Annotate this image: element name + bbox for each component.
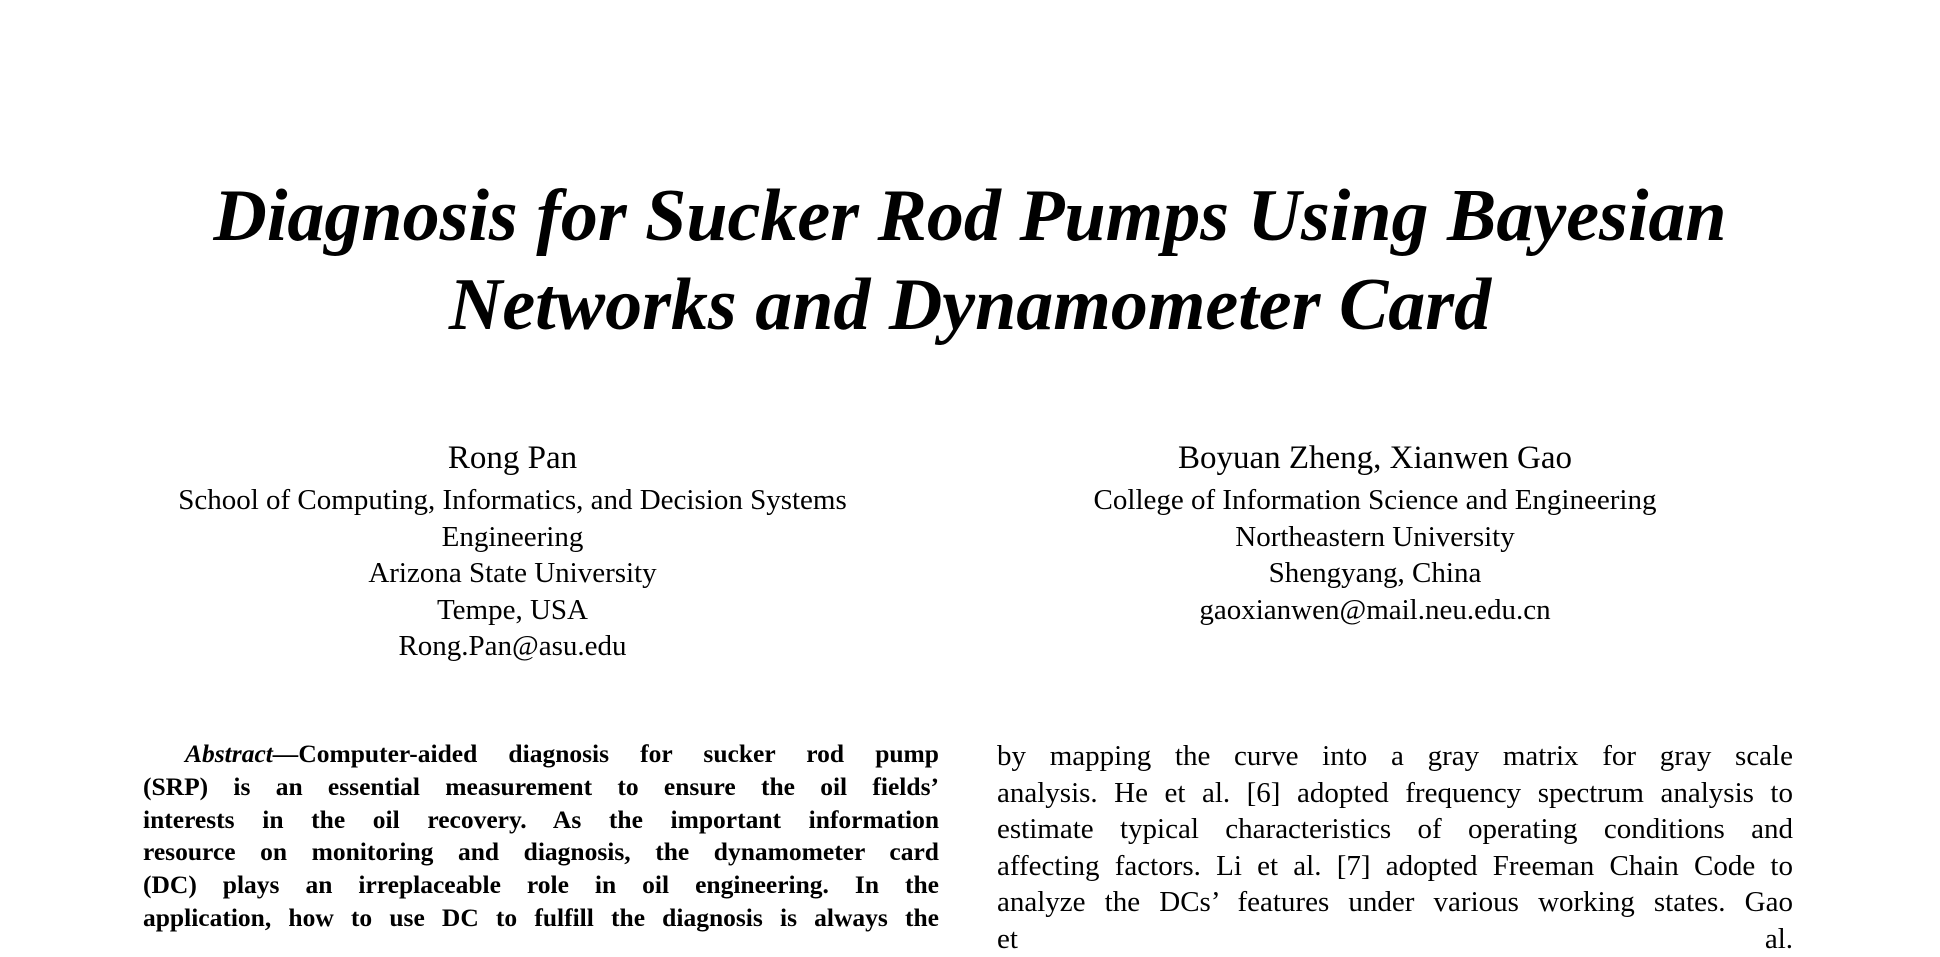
affiliation-line: Shengyang, China	[1025, 555, 1725, 592]
body-line: analysis. He et al. [6] adopted frequency spectrum analysis to	[997, 775, 1793, 812]
abstract-line: Abstract—Computer-aided diagnosis for sucker rod pump	[143, 738, 939, 771]
body-line: estimate typical characteristics of operating conditions and	[997, 811, 1793, 848]
abstract-line: application, how to use DC to fulfill the diagnosis is always the	[143, 902, 939, 935]
abstract-line: resource on monitoring and diagnosis, the dynamometer card	[143, 836, 939, 869]
paper-title	[0, 172, 1940, 350]
affiliation-line: Tempe, USA	[120, 592, 905, 629]
abstract-label: Abstract—	[185, 739, 298, 768]
title-line-1: Diagnosis for Sucker Rod Pumps Using Bayesian	[0, 172, 1940, 261]
abstract-column	[143, 738, 939, 922]
author-block-2	[1025, 436, 1725, 628]
body-column-right	[997, 738, 1793, 922]
abstract-line: (SRP) is an essential measurement to ensure the oil fields’	[143, 771, 939, 804]
author-email: Rong.Pan@asu.edu	[120, 628, 905, 665]
author-name: Boyuan Zheng, Xianwen Gao	[1025, 436, 1725, 480]
abstract-line: interests in the oil recovery. As the important information	[143, 804, 939, 837]
body-line: affecting factors. Li et al. [7] adopted Freeman Chain Code to	[997, 848, 1793, 885]
affiliation-line: Engineering	[120, 519, 905, 556]
affiliation-line: Northeastern University	[1025, 519, 1725, 556]
author-block-1	[120, 436, 905, 665]
body-line: et al.	[997, 921, 1793, 957]
affiliation-line: School of Computing, Informatics, and Decision Systems	[120, 482, 905, 519]
abstract-line: (DC) plays an irreplaceable role in oil engineering. In the	[143, 869, 939, 902]
title-line-2: Networks and Dynamometer Card	[0, 261, 1940, 350]
affiliation-line: Arizona State University	[120, 555, 905, 592]
body-line: analyze the DCs’ features under various working states. Gao	[997, 884, 1793, 921]
affiliation-line: College of Information Science and Engineering	[1025, 482, 1725, 519]
body-line: by mapping the curve into a gray matrix for gray scale	[997, 738, 1793, 775]
author-email: gaoxianwen@mail.neu.edu.cn	[1025, 592, 1725, 629]
author-name: Rong Pan	[120, 436, 905, 480]
